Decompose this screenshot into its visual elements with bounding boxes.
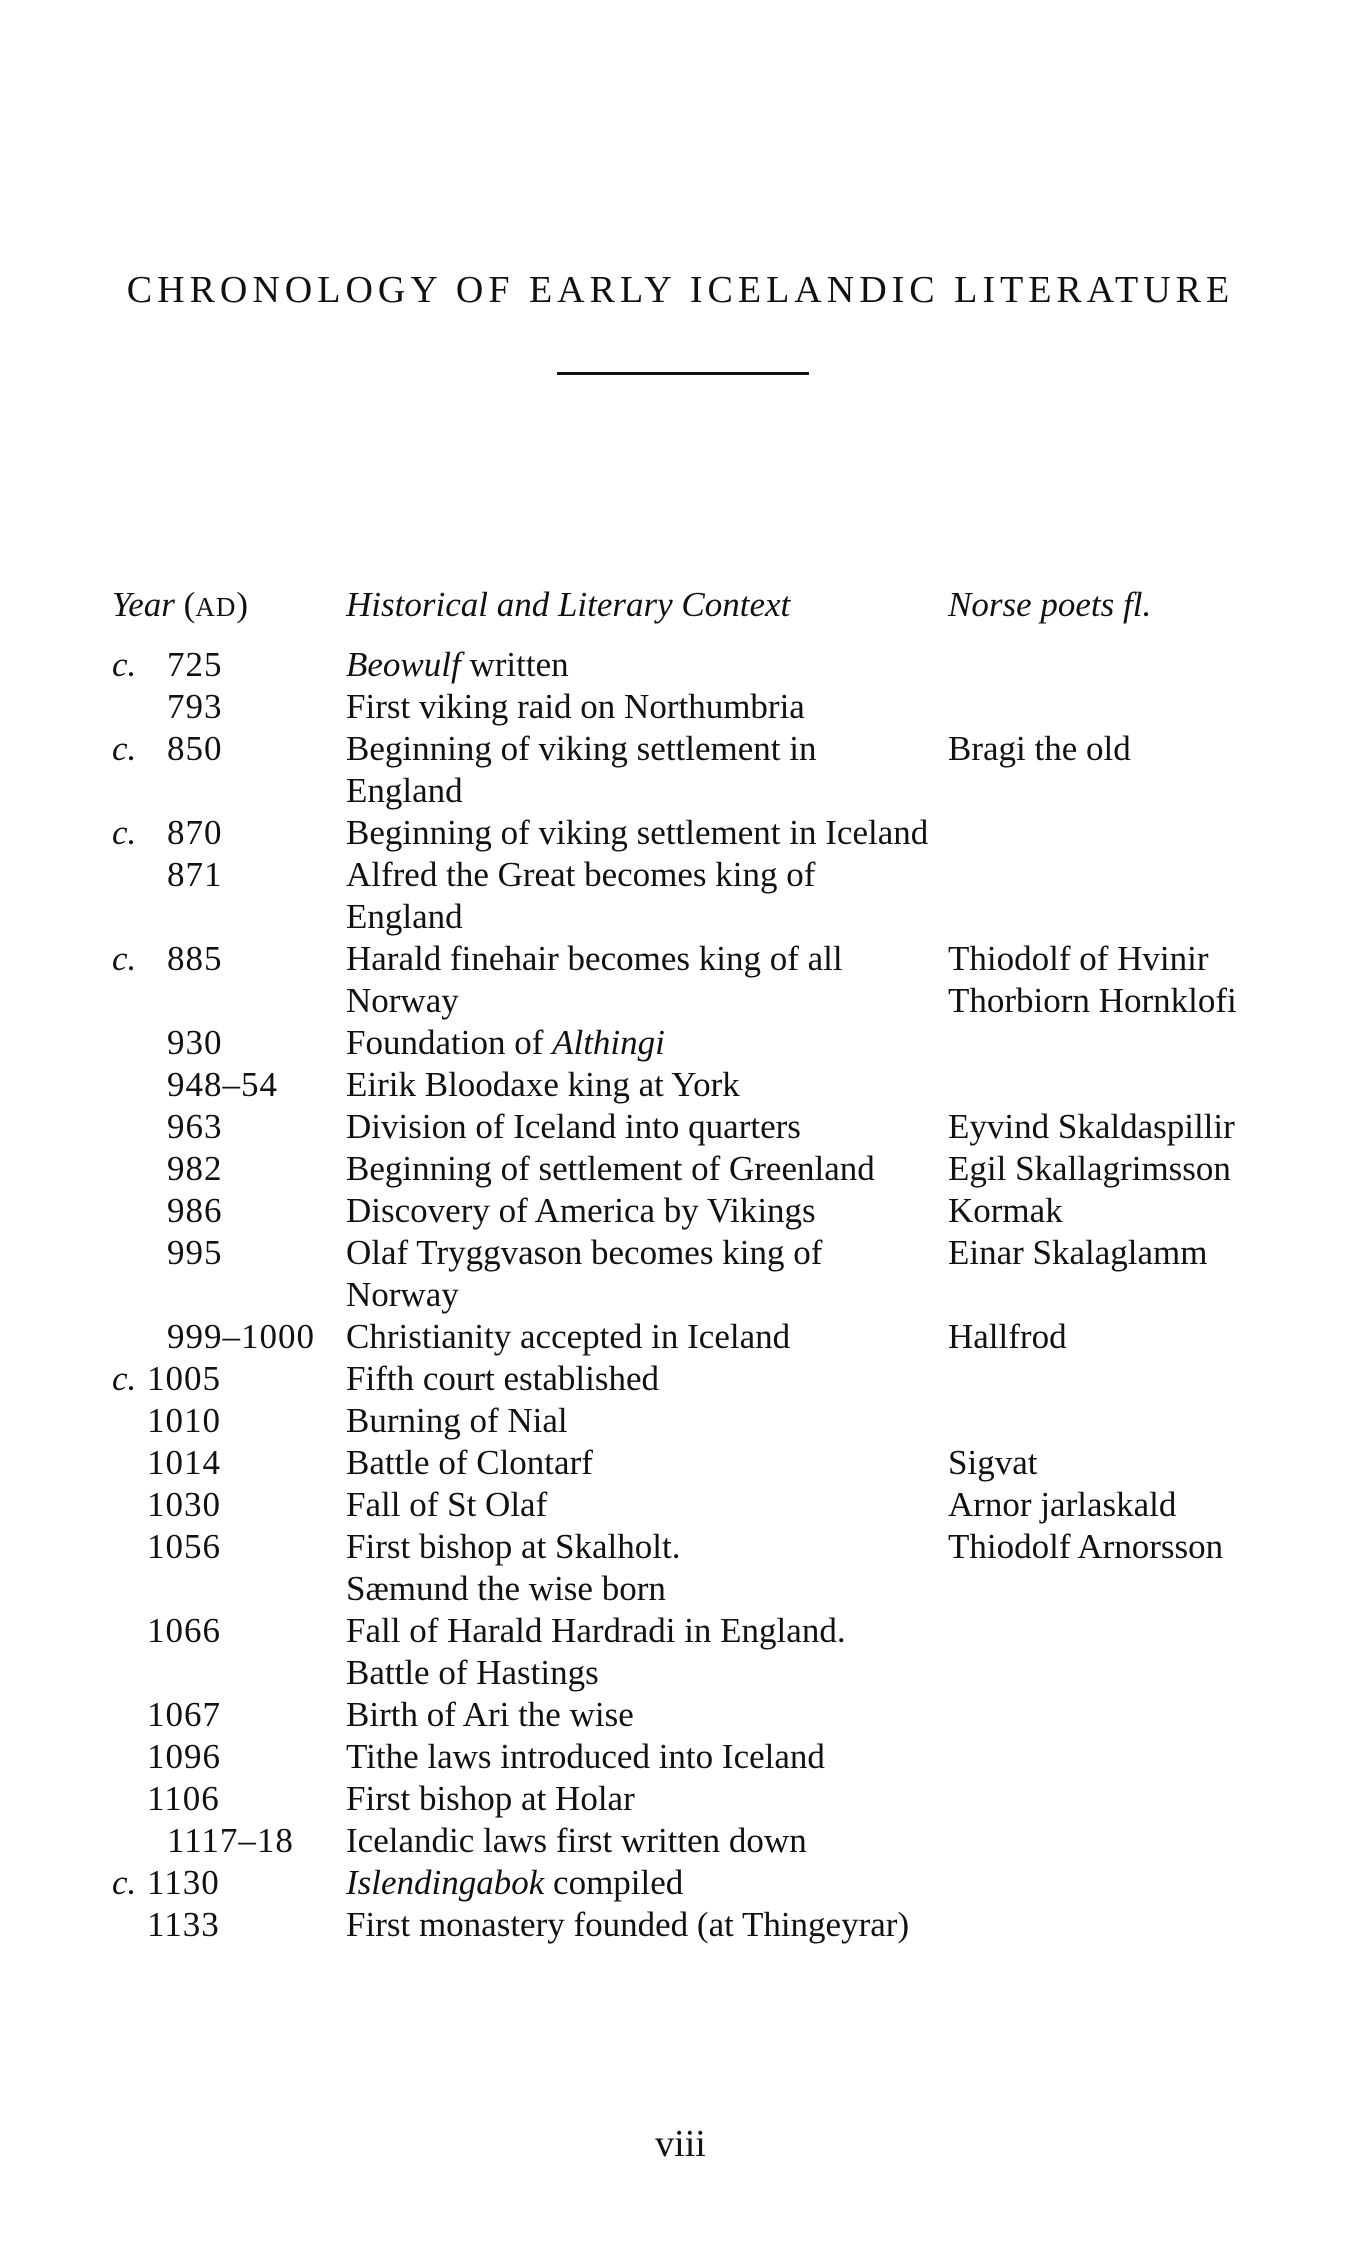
row-year bbox=[112, 1484, 346, 1526]
row-poets bbox=[948, 1442, 1262, 1484]
row-context bbox=[346, 1232, 948, 1316]
table-row bbox=[112, 1904, 1262, 1946]
context-text: First bishop at Holar bbox=[346, 1779, 635, 1818]
year-value: 1056 bbox=[147, 1527, 221, 1566]
header-year-label: Year bbox=[112, 585, 175, 624]
row-year bbox=[112, 1778, 346, 1820]
row-year bbox=[112, 1862, 346, 1904]
table-row bbox=[112, 1400, 1262, 1442]
header-context: Historical and Literary Context bbox=[346, 585, 791, 624]
poet-name: Thiodolf Arnorsson bbox=[948, 1527, 1224, 1566]
year-value: 982 bbox=[167, 1149, 223, 1188]
table-row bbox=[112, 1148, 1262, 1190]
table-row bbox=[112, 644, 1262, 686]
row-poets bbox=[948, 1778, 1262, 1820]
year-value: 1067 bbox=[147, 1695, 221, 1734]
year-value: 871 bbox=[167, 855, 223, 894]
row-year bbox=[112, 1736, 346, 1778]
context-line: Fall of Harald Hardradi in England. bbox=[346, 1611, 846, 1650]
context-title: Beowulf bbox=[346, 645, 461, 684]
context-text: written bbox=[460, 645, 569, 684]
circa-marker: c. bbox=[112, 1863, 137, 1902]
table-row bbox=[112, 1610, 1262, 1694]
context-text: Beginning of viking settlement in Iceland bbox=[346, 813, 929, 852]
row-year bbox=[112, 1064, 346, 1106]
year-value: 850 bbox=[167, 729, 223, 768]
year-value: 948–54 bbox=[167, 1065, 278, 1104]
row-poets bbox=[948, 1232, 1262, 1316]
year-value: 1066 bbox=[147, 1611, 221, 1650]
context-text: Icelandic laws first written down bbox=[346, 1821, 807, 1860]
row-context bbox=[346, 1736, 948, 1778]
row-poets bbox=[948, 1904, 1262, 1946]
row-year bbox=[112, 1148, 346, 1190]
row-poets bbox=[948, 1148, 1262, 1190]
row-poets bbox=[948, 1064, 1262, 1106]
context-text: Burning of Nial bbox=[346, 1401, 568, 1440]
year-value: 1096 bbox=[147, 1737, 221, 1776]
year-value: 1010 bbox=[147, 1401, 221, 1440]
context-text: Battle of Clontarf bbox=[346, 1443, 593, 1482]
poet-name: Kormak bbox=[948, 1191, 1063, 1230]
context-title: Islendingabok bbox=[346, 1863, 545, 1902]
row-year bbox=[112, 1106, 346, 1148]
table-row bbox=[112, 1106, 1262, 1148]
year-value: 1117–18 bbox=[167, 1821, 294, 1860]
row-year bbox=[112, 728, 346, 812]
row-poets bbox=[948, 1190, 1262, 1232]
table-row bbox=[112, 812, 1262, 854]
row-poets bbox=[948, 1736, 1262, 1778]
header-poets: Norse poets fl. bbox=[948, 585, 1152, 624]
row-context bbox=[346, 1862, 948, 1904]
context-text: First viking raid on Northumbria bbox=[346, 687, 805, 726]
row-poets bbox=[948, 644, 1262, 686]
table-row bbox=[112, 1022, 1262, 1064]
row-context bbox=[346, 1358, 948, 1400]
context-line: Sæmund the wise born bbox=[346, 1569, 666, 1608]
context-text: Discovery of America by Vikings bbox=[346, 1191, 816, 1230]
row-poets bbox=[948, 1610, 1262, 1694]
context-text: Beginning of viking settlement in England bbox=[346, 729, 817, 810]
year-value: 986 bbox=[167, 1191, 223, 1230]
page-number: viii bbox=[655, 2123, 706, 2165]
row-year bbox=[112, 1904, 346, 1946]
poet-name: Sigvat bbox=[948, 1443, 1038, 1482]
chronology-table bbox=[112, 580, 1262, 1946]
table-row bbox=[112, 1526, 1262, 1610]
row-poets bbox=[948, 938, 1262, 1022]
year-value: 725 bbox=[167, 645, 223, 684]
year-value: 1130 bbox=[147, 1863, 220, 1902]
row-context bbox=[346, 1022, 948, 1064]
table-row bbox=[112, 1358, 1262, 1400]
poet-name: Thorbiorn Hornklofi bbox=[948, 981, 1237, 1020]
row-year bbox=[112, 686, 346, 728]
row-year bbox=[112, 1190, 346, 1232]
row-poets bbox=[948, 812, 1262, 854]
circa-marker: c. bbox=[112, 1359, 137, 1398]
year-value: 1005 bbox=[147, 1359, 221, 1398]
row-context bbox=[346, 1148, 948, 1190]
row-context bbox=[346, 1316, 948, 1358]
row-year bbox=[112, 1316, 346, 1358]
row-context bbox=[346, 644, 948, 686]
row-year bbox=[112, 644, 346, 686]
context-text: First monastery founded (at Thingeyrar) bbox=[346, 1905, 910, 1944]
row-year bbox=[112, 1022, 346, 1064]
row-poets bbox=[948, 1820, 1262, 1862]
row-context bbox=[346, 1904, 948, 1946]
context-text: Eirik Bloodaxe king at York bbox=[346, 1065, 740, 1104]
table-row bbox=[112, 1694, 1262, 1736]
context-text: Fall of St Olaf bbox=[346, 1485, 548, 1524]
context-text: compiled bbox=[544, 1863, 684, 1902]
circa-marker: c. bbox=[112, 939, 137, 978]
row-poets bbox=[948, 728, 1262, 812]
table-row bbox=[112, 728, 1262, 812]
row-poets bbox=[948, 1316, 1262, 1358]
poet-name: Bragi the old bbox=[948, 729, 1131, 768]
row-context bbox=[346, 1190, 948, 1232]
poet-name: Egil Skallagrimsson bbox=[948, 1149, 1231, 1188]
context-text: Foundation of bbox=[346, 1023, 553, 1062]
table-row bbox=[112, 1820, 1262, 1862]
row-year bbox=[112, 854, 346, 938]
row-context bbox=[346, 1778, 948, 1820]
context-text: Harald finehair becomes king of all Norway bbox=[346, 939, 843, 1020]
table-row bbox=[112, 1064, 1262, 1106]
year-value: 930 bbox=[167, 1023, 223, 1062]
row-year bbox=[112, 1610, 346, 1694]
row-year bbox=[112, 812, 346, 854]
header-era-close: ) bbox=[236, 585, 248, 624]
context-text: Alfred the Great becomes king of England bbox=[346, 855, 816, 936]
table-row bbox=[112, 1778, 1262, 1820]
row-year bbox=[112, 1526, 346, 1610]
context-text: Beginning of settlement of Greenland bbox=[346, 1149, 875, 1188]
year-value: 1030 bbox=[147, 1485, 221, 1524]
row-poets bbox=[948, 1694, 1262, 1736]
poet-name: Thiodolf of Hvinir bbox=[948, 939, 1209, 978]
poet-name: Arnor jarlaskald bbox=[948, 1485, 1177, 1524]
row-poets bbox=[948, 1400, 1262, 1442]
row-context bbox=[346, 938, 948, 1022]
year-value: 1106 bbox=[147, 1779, 220, 1818]
row-poets bbox=[948, 1862, 1262, 1904]
table-row bbox=[112, 1736, 1262, 1778]
table-row bbox=[112, 1316, 1262, 1358]
circa-marker: c. bbox=[112, 813, 137, 852]
title-rule bbox=[557, 372, 809, 375]
table-row bbox=[112, 1232, 1262, 1316]
table-row bbox=[112, 686, 1262, 728]
row-poets bbox=[948, 854, 1262, 938]
year-value: 870 bbox=[167, 813, 223, 852]
circa-marker: c. bbox=[112, 645, 137, 684]
row-context bbox=[346, 686, 948, 728]
row-year bbox=[112, 1232, 346, 1316]
row-context bbox=[346, 1526, 948, 1610]
row-poets bbox=[948, 1106, 1262, 1148]
row-context bbox=[346, 1820, 948, 1862]
row-poets bbox=[948, 686, 1262, 728]
page-title: CHRONOLOGY OF EARLY ICELANDIC LITERATURE bbox=[126, 269, 1235, 311]
context-text: Christianity accepted in Iceland bbox=[346, 1317, 791, 1356]
row-year bbox=[112, 1442, 346, 1484]
year-value: 1133 bbox=[147, 1905, 220, 1944]
circa-marker: c. bbox=[112, 729, 137, 768]
context-title: Althingi bbox=[552, 1023, 665, 1062]
year-value: 885 bbox=[167, 939, 223, 978]
header-era-open: ( bbox=[174, 585, 196, 624]
context-text: Tithe laws introduced into Iceland bbox=[346, 1737, 825, 1776]
row-context bbox=[346, 1442, 948, 1484]
table-header bbox=[112, 580, 1262, 644]
row-context bbox=[346, 728, 948, 812]
year-value: 793 bbox=[167, 687, 223, 726]
poet-name: Einar Skalaglamm bbox=[948, 1233, 1208, 1272]
table-row bbox=[112, 1862, 1262, 1904]
row-context bbox=[346, 1064, 948, 1106]
row-year bbox=[112, 1358, 346, 1400]
row-context bbox=[346, 1484, 948, 1526]
year-value: 963 bbox=[167, 1107, 223, 1146]
context-text: Fifth court established bbox=[346, 1359, 660, 1398]
context-text: Birth of Ari the wise bbox=[346, 1695, 634, 1734]
table-row bbox=[112, 1190, 1262, 1232]
poet-name: Hallfrod bbox=[948, 1317, 1067, 1356]
row-year bbox=[112, 1694, 346, 1736]
context-line: Battle of Hastings bbox=[346, 1653, 599, 1692]
row-poets bbox=[948, 1484, 1262, 1526]
row-poets bbox=[948, 1022, 1262, 1064]
row-context bbox=[346, 812, 948, 854]
row-poets bbox=[948, 1358, 1262, 1400]
table-row bbox=[112, 854, 1262, 938]
row-year bbox=[112, 1820, 346, 1862]
row-context bbox=[346, 1106, 948, 1148]
table-row bbox=[112, 938, 1262, 1022]
table-row bbox=[112, 1484, 1262, 1526]
header-era bbox=[175, 585, 248, 624]
row-year bbox=[112, 938, 346, 1022]
row-context bbox=[346, 1610, 948, 1694]
header-era-label: AD bbox=[195, 592, 237, 622]
year-value: 999–1000 bbox=[167, 1317, 315, 1356]
year-value: 995 bbox=[167, 1233, 223, 1272]
year-value: 1014 bbox=[147, 1443, 221, 1482]
poet-name: Eyvind Skaldaspillir bbox=[948, 1107, 1235, 1146]
context-line: First bishop at Skalholt. bbox=[346, 1527, 681, 1566]
row-context bbox=[346, 854, 948, 938]
table-row bbox=[112, 1442, 1262, 1484]
row-year bbox=[112, 1400, 346, 1442]
row-context bbox=[346, 1400, 948, 1442]
row-poets bbox=[948, 1526, 1262, 1610]
header-year bbox=[112, 580, 346, 644]
table-body bbox=[112, 644, 1262, 1946]
row-context bbox=[346, 1694, 948, 1736]
context-text: Division of Iceland into quarters bbox=[346, 1107, 801, 1146]
context-text: Olaf Tryggvason becomes king of Norway bbox=[346, 1233, 823, 1314]
